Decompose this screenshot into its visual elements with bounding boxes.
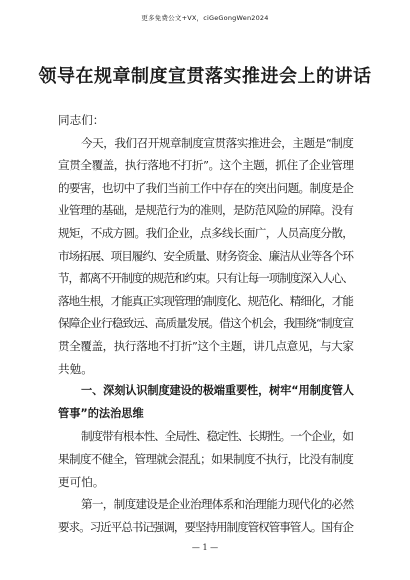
paragraph-line: 落地生根，才能真正实现管理的制度化、规范化、精细化，才能 bbox=[58, 293, 353, 308]
paragraph-line: 保障企业行稳致远、高质量发展。借这个机会，我围绕“制度宣 bbox=[58, 316, 354, 331]
paragraph-line: 业管理的基础，是规范行为的准则，是防范风险的屏障。没有 bbox=[58, 203, 354, 218]
paragraph-line: 市场拓展、项目履约、安全质量、财务资金、廉洁从业等各个环 bbox=[58, 248, 353, 263]
paragraph-line: 要求。习近平总书记强调，要坚持用制度管权管事管人。国有企 bbox=[58, 519, 353, 534]
paragraph-line: 节，都离不开制度的规范和约束。只有让每一项制度深入人心、 bbox=[58, 271, 353, 286]
paragraph-line: 宣贯全覆盖，执行落地不打折”。这个主题，抓住了企业管理 bbox=[58, 158, 354, 173]
paragraph-line: 规矩，不成方圆。我们企业，点多线长面广，人员高度分散， bbox=[58, 225, 354, 240]
section-heading-line: 管事”的法治思维 bbox=[58, 406, 144, 420]
paragraph-line: 共勉。 bbox=[58, 361, 93, 376]
paragraph-line: 果制度不健全，管理就会混乱；如果制度不执行，比没有制度 bbox=[58, 451, 354, 466]
paragraph-line: 更可怕。 bbox=[58, 474, 105, 489]
paragraph-line: 制度带有根本性、全局性、稳定性、长期性。一个企业，如 bbox=[81, 429, 353, 444]
paragraph-line: 第一，制度建设是企业治理体系和治理能力现代化的必然 bbox=[81, 497, 354, 512]
body-text bbox=[58, 109, 354, 538]
section-heading-line: 一、深刻认识制度建设的极端重要性，树牢“用制度管人 bbox=[81, 384, 354, 398]
paragraph-line: 同志们： bbox=[58, 113, 105, 127]
paragraph-line: 贯全覆盖，执行落地不打折”这个主题，讲几点意见，与大家 bbox=[58, 338, 354, 353]
document-title: 领导在规章制度宣贯落实推进会上的讲话 bbox=[38, 66, 372, 87]
paragraph-line: 今天，我们召开规章制度宣贯落实推进会，主题是“制度 bbox=[81, 135, 354, 150]
paragraph-line: 的要害，也切中了我们当前工作中存在的突出问题。制度是企 bbox=[58, 180, 354, 195]
page-number: — 1 — bbox=[191, 543, 219, 552]
header-note: 更多免费公文+VX，ciGeGongWen2024 bbox=[141, 14, 269, 22]
